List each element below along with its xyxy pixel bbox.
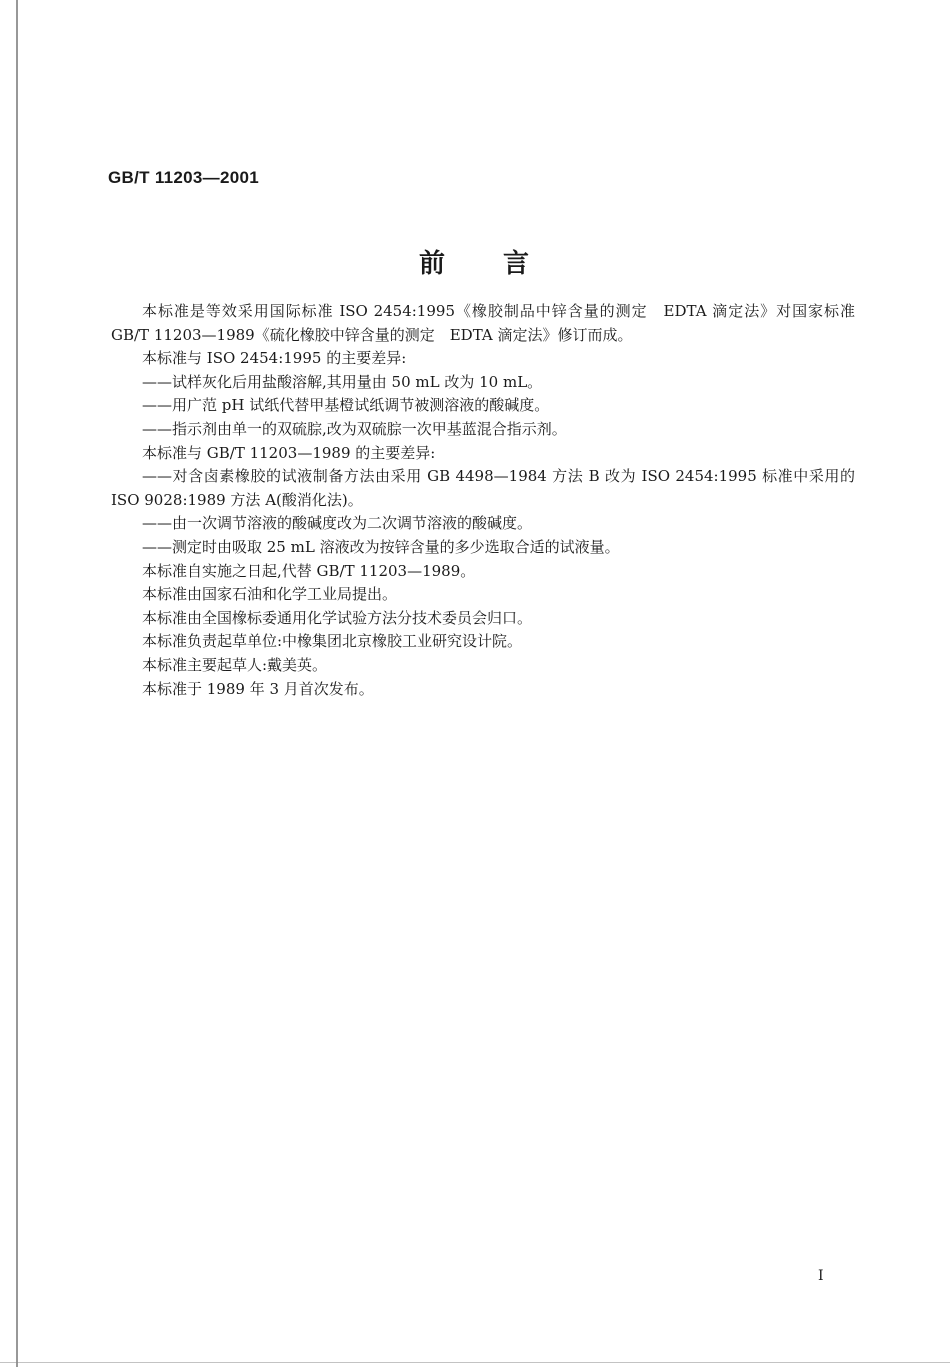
page-number: I xyxy=(818,1268,824,1284)
title-char-2: 言 xyxy=(503,249,532,279)
scan-edge-left xyxy=(16,0,18,1367)
paragraph: 本标准于 1989 年 3 月首次发布。 xyxy=(142,679,374,698)
paragraph: 本标准主要起草人:戴美英。 xyxy=(142,655,328,674)
list-item: ——试样灰化后用盐酸溶解,其用量由 50 mL 改为 10 mL。 xyxy=(142,372,543,391)
title-char-1: 前 xyxy=(418,249,447,279)
paragraph: 本标准负责起草单位:中橡集团北京橡胶工业研究设计院。 xyxy=(142,632,523,651)
list-item: ——测定时由吸取 25 mL 溶液改为按锌含量的多少选取合适的试液量。 xyxy=(142,537,620,556)
page-title xyxy=(0,243,950,280)
paragraph: 本标准由全国橡标委通用化学试验方法分技术委员会归口。 xyxy=(142,608,533,627)
foreword-body xyxy=(111,300,855,701)
paragraph: 本标准与 ISO 2454:1995 的主要差异: xyxy=(142,349,407,368)
list-item: ——用广范 pH 试纸代替甲基橙试纸调节被测溶液的酸碱度。 xyxy=(142,396,550,415)
paragraph: 本标准由国家石油和化学工业局提出。 xyxy=(142,585,398,604)
list-item: ——对含卤素橡胶的试液制备方法由采用 GB 4498—1984 方法 B 改为 ISO 2454:1995 标准中采用的 ISO 9028:1989 方法 A(酸消化法)。 xyxy=(111,467,855,509)
list-item: ——由一次调节溶液的酸碱度改为二次调节溶液的酸碱度。 xyxy=(142,514,533,533)
paragraph: 本标准自实施之日起,代替 GB/T 11203—1989。 xyxy=(142,561,476,580)
scan-edge-bottom xyxy=(0,1362,950,1363)
list-item: ——指示剂由单一的双硫腙,改为双硫腙一次甲基蓝混合指示剂。 xyxy=(142,419,567,438)
paragraph: 本标准是等效采用国际标准 ISO 2454:1995《橡胶制品中锌含量的测定 EDTA 滴定法》对国家标准 GB/T 11203—1989《硫化橡胶中锌含量的测定 EDTA 滴定法》修订而成。 xyxy=(111,302,855,344)
paragraph: 本标准与 GB/T 11203—1989 的主要差异: xyxy=(142,443,436,462)
standard-code: GB/T 11203—2001 xyxy=(108,168,259,187)
